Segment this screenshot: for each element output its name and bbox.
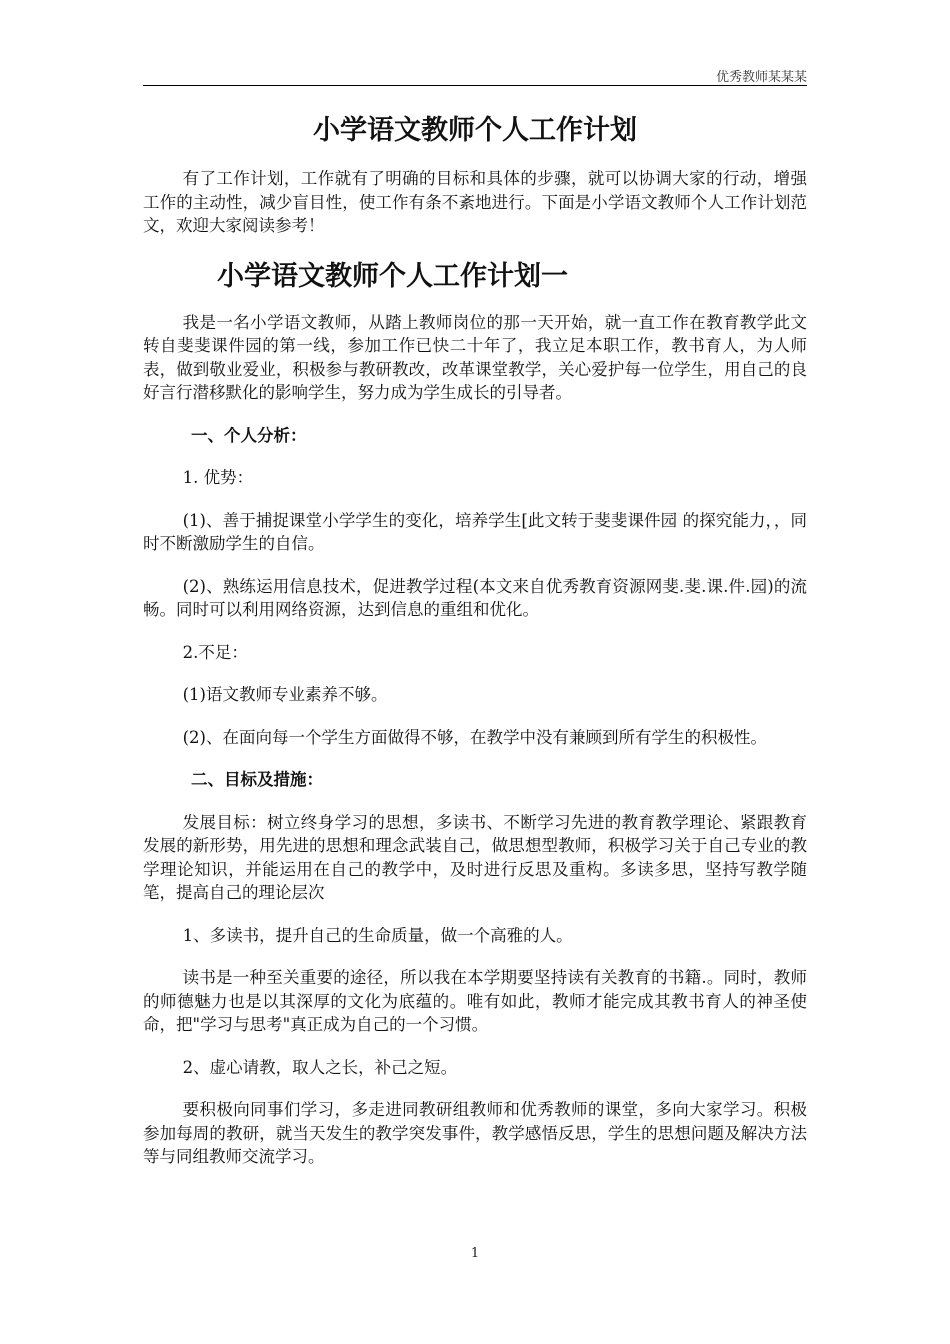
page-number: 1 <box>470 1246 480 1261</box>
weakness-item-1: (1)语文教师专业素养不够。 <box>182 685 388 704</box>
measure-item-1: 1、多读书，提升自己的生命质量，做一个高雅的人。 <box>182 925 573 945</box>
measure-item-2: 2、虚心请教，取人之长，补己之短。 <box>182 1057 458 1077</box>
weakness-item-2: (2)、在面向每一个学生方面做得不够，在教学中没有兼顾到所有学生的积极性。 <box>182 727 767 747</box>
measure-item-2-detail: 要积极向同事们学习，多走进同教研组教师和优秀教师的课堂，多向大家学习。积极参加每周的教研，就当天发生的教学突发事件，教学感悟反思，学生的思想问题及解决方法等与同组教师交流学习。 <box>143 1100 807 1166</box>
paragraph-development-goal: 发展目标：树立终身学习的思想，多读书、不断学习先进的教育教学理论、紧跟教育发展的新形势，用先进的思想和理念武装自己，做思想型教师，积极学习关于自己专业的教学理论知识，并能运用在自己的教学中，及时进行反思及重构。多读多思，坚持写教学随笔，提高自己的理论层次 <box>143 812 807 902</box>
heading-goals-measures: 二、目标及措施： <box>191 770 323 789</box>
paragraph-intro-self: 我是一名小学语文教师，从踏上教师岗位的那一天开始，就一直工作在教育教学此文转自斐斐课件园的第一线，参加工作已快二十年了，我立足本职工作，教书育人，为人师表，做到敬业爱业，积极参与教研教改，改革课堂教学，关心爱护每一位学生，用自己的良好言行潜移默化的影响学生，努力成为学生成长的引导者。 <box>143 312 807 402</box>
document-body <box>143 111 807 1188</box>
measure-item-1-detail: 读书是一种至关重要的途径，所以我在本学期要坚持读有关教育的书籍.。同时，教师的师德魅力也是以其深厚的文化为底蕴的。唯有如此，教师才能完成其教书育人的神圣使命，把"学习与思考"真正成为自己的一个习惯。 <box>143 968 807 1034</box>
heading-personal-analysis: 一、个人分析： <box>191 425 307 445</box>
document-title: 小学语文教师个人工作计划 <box>313 115 637 146</box>
intro-paragraph: 有了工作计划，工作就有了明确的目标和具体的步骤，就可以协调大家的行动，增强工作的主动性，减少盲目性，使工作有条不紊地进行。下面是小学语文教师个人工作计划范文，欢迎大家阅读参考！ <box>143 169 807 235</box>
page-header-text: 优秀教师某某某 <box>715 70 807 85</box>
header-divider <box>143 85 807 86</box>
subheading-weaknesses: 2.不足： <box>182 642 248 662</box>
strength-item-2: (2)、熟练运用信息技术，促进教学过程(本文来自优秀教育资源网斐.斐.课.件.园)的流畅。同时可以利用网络资源，达到信息的重组和优化。 <box>143 576 807 619</box>
subheading-strengths: 1. 优势： <box>182 468 254 487</box>
section-title: 小学语文教师个人工作计划一 <box>217 260 568 292</box>
strength-item-1: (1)、善于捕捉课堂小学学生的变化，培养学生[此文转于斐斐课件园 的探究能力，，同时不断激励学生的自信。 <box>143 510 807 553</box>
